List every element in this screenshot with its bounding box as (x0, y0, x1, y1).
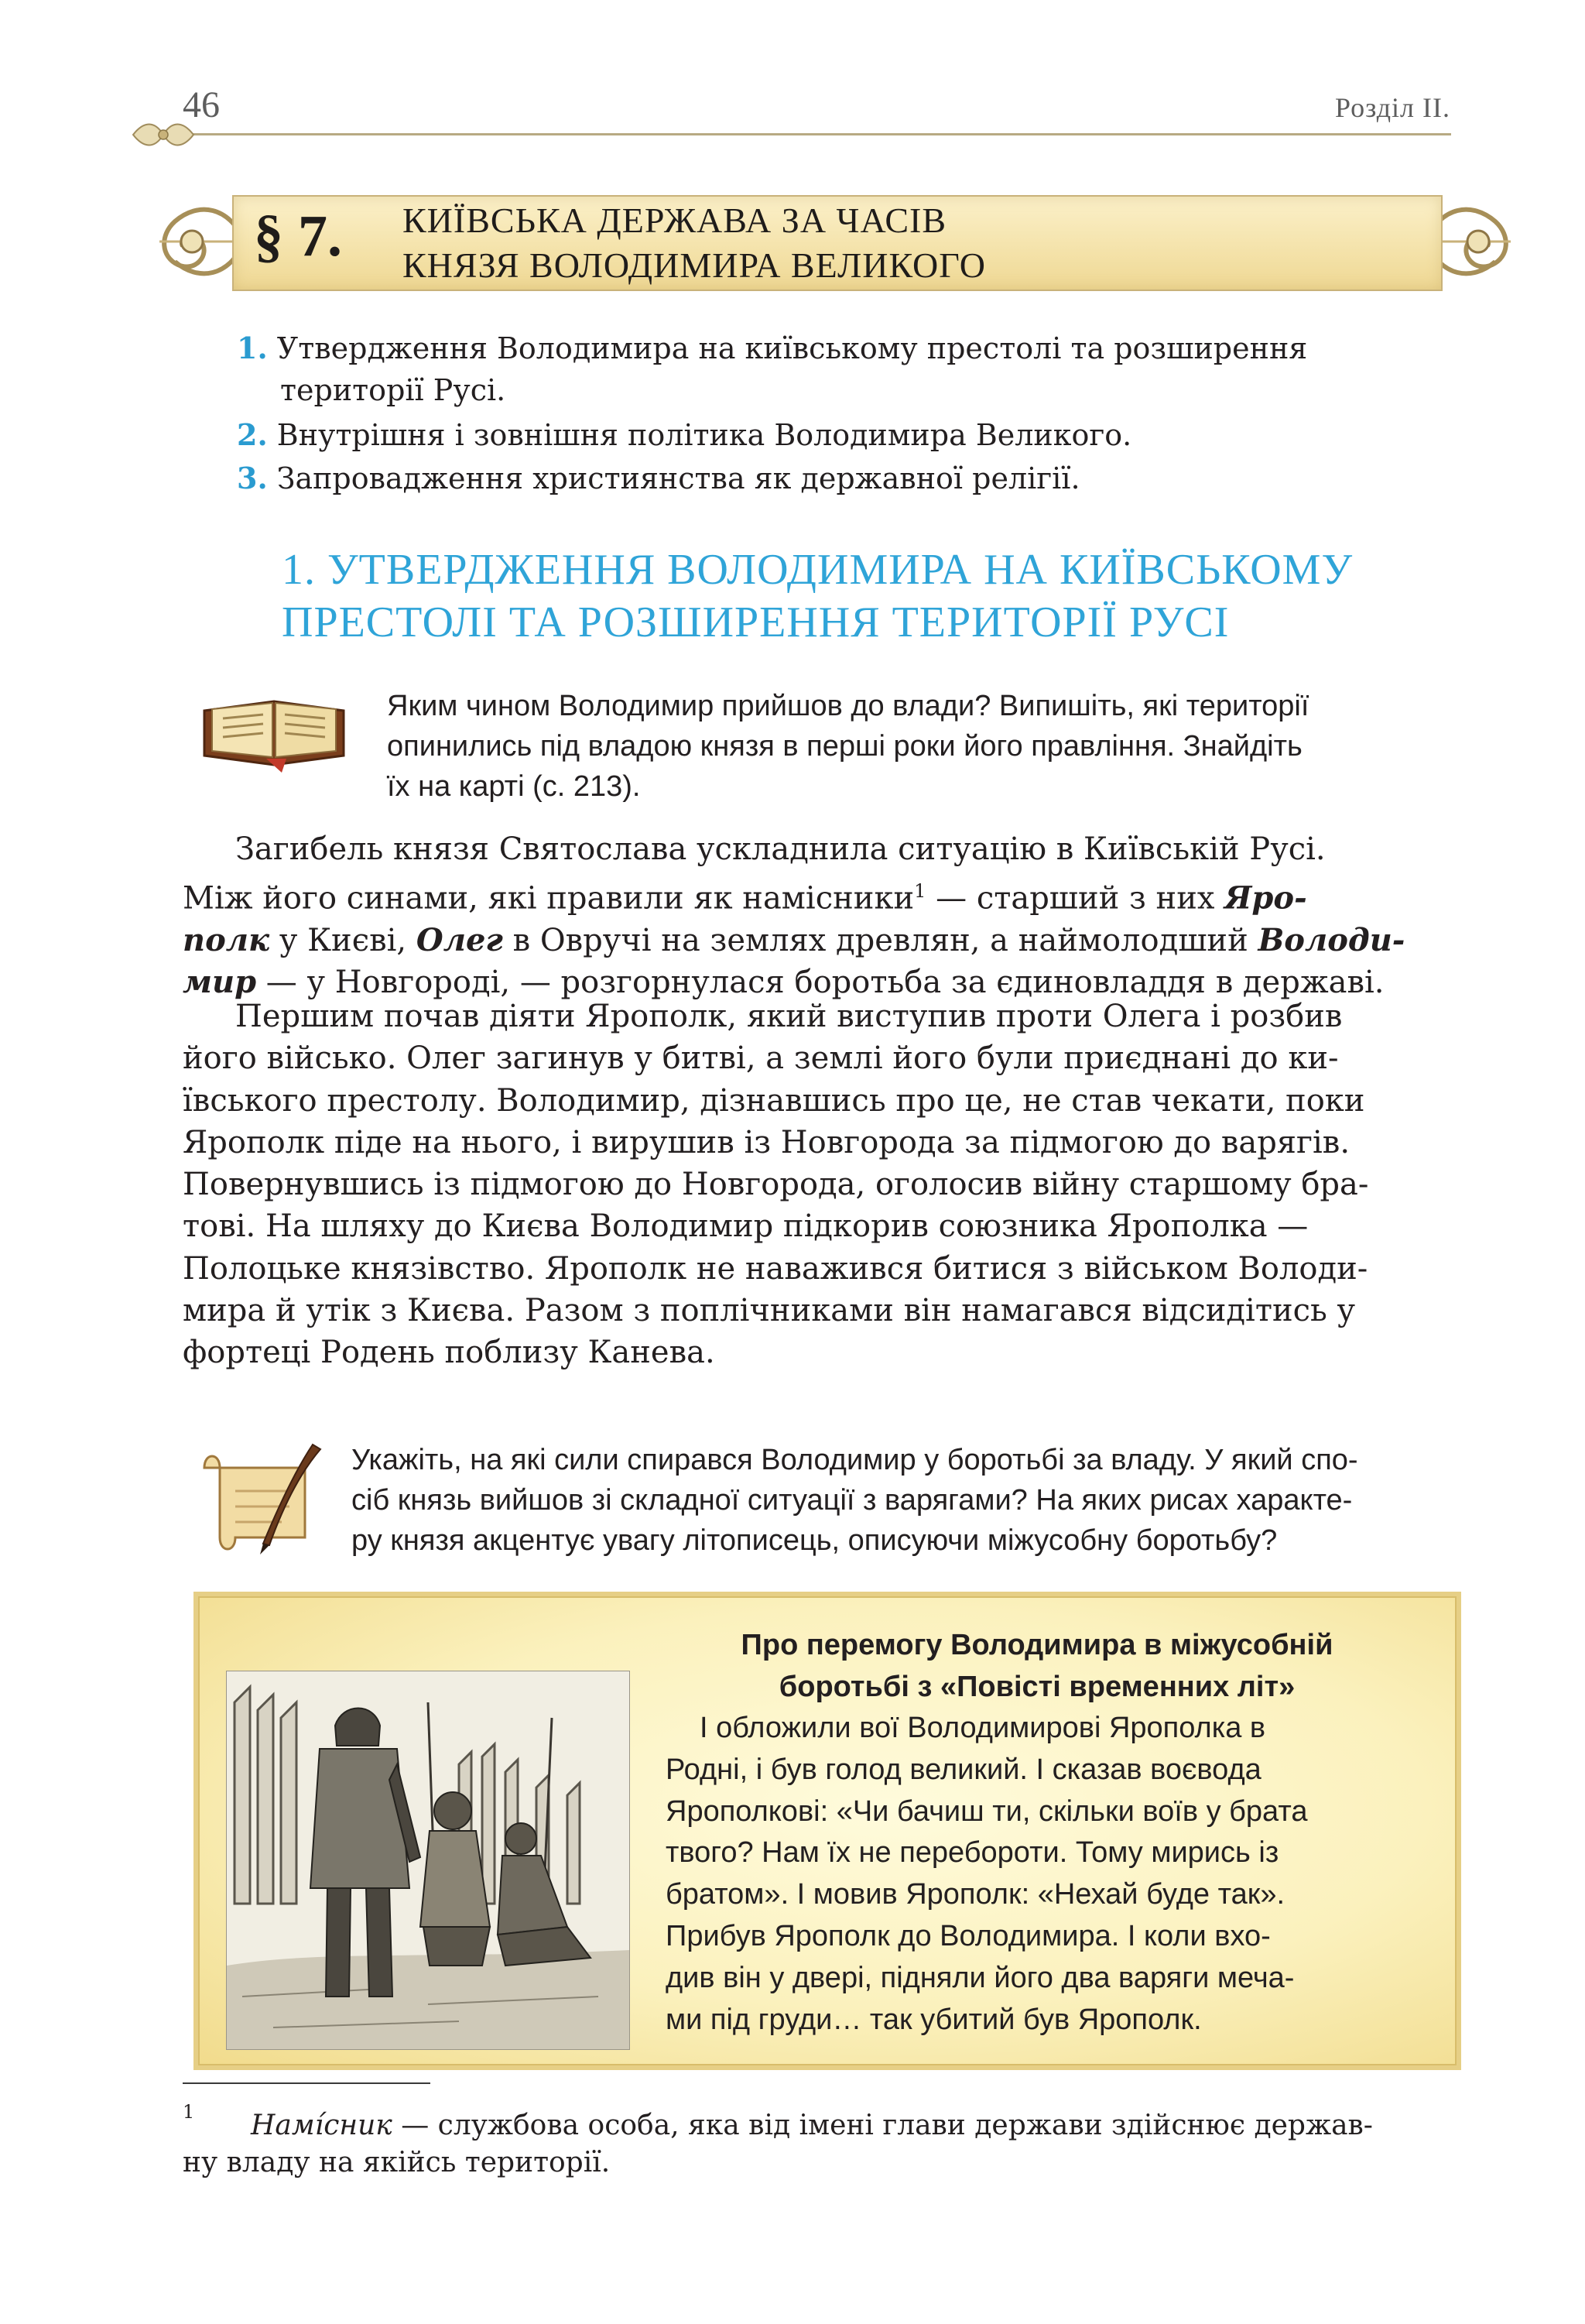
paragraph-line: полк у Києві, Олег в Овручі на землях древлян, а наймолодший Володи- (183, 921, 1405, 958)
paragraph-line: фортеці Родень поблизу Канева. (183, 1335, 715, 1371)
header-ornament-icon (128, 116, 198, 153)
task-2-line-1: Укажіть, на які сили спирався Володимир у боротьбі за владу. У який спо- (351, 1444, 1358, 1476)
footnote-number: 1 (183, 2101, 195, 2123)
footnote (183, 2107, 1453, 2182)
paragraph-number: § 7. (254, 204, 342, 269)
plan-text: Внутрішня і зовнішня політика Володимира Великого. (276, 418, 1132, 452)
chapter-title-line-2: КНЯЗЯ ВОЛОДИМИРА ВЕЛИКОГО (402, 245, 986, 285)
footnote-divider (183, 2082, 430, 2084)
task-2-line-3: ру князя акцентує увагу літописець, описуючи міжусобну боротьбу? (351, 1524, 1278, 1557)
source-quote (666, 1708, 1409, 2041)
quote-line: Ярополкові: «Чи бачиш ти, скільки воїв у брата (666, 1794, 1308, 1828)
quote-line: ми під груди… так убитий був Ярополк. (666, 2003, 1202, 2036)
subsection-heading (282, 543, 1353, 649)
plan-number: 3. (237, 461, 268, 495)
task-1-line-2: опинились під владою князя в перші роки його правління. Знайдіть (387, 730, 1303, 763)
footnote-term: Намі́сник (251, 2110, 392, 2141)
paragraph-line: його військо. Олег загинув у битві, а землі його були приєднані до ки- (183, 1040, 1339, 1077)
paragraph-line: мир — у Новгороді, — розгорнулася боротьба за єдиновладдя в державі. (183, 964, 1385, 1001)
quote-line: братом». І мовив Ярополк: «Нехай буде так». (666, 1878, 1285, 1911)
engraving-illustration (226, 1671, 630, 2050)
paragraph-line: Загибель князя Святослава ускладнила ситуацію в Київській Русі. (235, 831, 1326, 867)
footnote-line: ну владу на якійсь території. (183, 2147, 611, 2178)
task-2-text (351, 1440, 1358, 1561)
name-highlight: Яро- (1224, 879, 1307, 917)
quote-line: Прибув Ярополк до Володимира. І коли вхо- (666, 1919, 1271, 1952)
engraving-picture-icon (227, 1671, 629, 2049)
plan-item-3 (237, 458, 1080, 499)
open-book-icon (189, 687, 359, 774)
quote-line: І обложили вої Володимирові Ярополка в (700, 1712, 1266, 1744)
chapter-title (402, 198, 986, 288)
task-1-text (387, 686, 1309, 807)
plan-text: Утвердження Володимира на київському престолі та розширення (276, 331, 1308, 365)
paragraph-line: Ярополк піде на нього, і вирушив із Новгорода за підмогою до варягів. (183, 1124, 1351, 1160)
task-1-line-1: Яким чином Володимир прийшов до влади? Випишіть, які території (387, 690, 1309, 722)
paragraph-line: Між його синами, які правили як намісники$^1$ — старший з них Яро- (183, 879, 1307, 917)
plan-number: 1. (237, 331, 268, 365)
plan-item-1-continued: території Русі. (280, 373, 506, 407)
body-paragraph-1 (183, 828, 1453, 1004)
name-highlight: полк (183, 921, 270, 958)
header-divider (155, 133, 1451, 135)
paragraph-line: Першим почав діяти Ярополк, який виступив проти Олега і розбив (235, 999, 1343, 1034)
quote-line: див він у двері, підняли його два варяги меча- (666, 1961, 1295, 1994)
source-title-line-1: Про перемогу Володимира в міжусобній (741, 1629, 1333, 1661)
plan-text: Запровадження християнства як державної релігії. (276, 461, 1080, 495)
paragraph-line: мира й утік з Києва. Разом з поплічниками він намагався відсидітись у (183, 1293, 1356, 1329)
task-1-line-3: їх на карті (с. 213). (387, 770, 641, 803)
name-highlight: Володи- (1258, 921, 1405, 958)
plan-number: 2. (237, 417, 268, 452)
paragraph-line: Полоцьке князівство. Ярополк не наважився битися з військом Володи- (183, 1250, 1368, 1287)
page-number: 46 (183, 84, 220, 125)
footnote-line: Намі́сник — службова особа, яка від імені глави держави здійснює держав- (251, 2110, 1373, 2141)
chapter-title-line-1: КИЇВСЬКА ДЕРЖАВА ЗА ЧАСІВ (402, 201, 947, 240)
source-title-line-2: боротьбі з «Повісті временних літ» (779, 1671, 1296, 1703)
plan-item-2 (237, 415, 1131, 455)
section-label: Розділ ІІ. (1335, 92, 1450, 123)
plan-item-1 (237, 328, 1307, 368)
name-highlight: мир (183, 964, 257, 1001)
paragraph-line: Повернувшись із підмогою до Новгорода, оголосив війну старшому бра- (183, 1167, 1369, 1203)
source-title (666, 1624, 1409, 1708)
paragraph-line: тові. На шляху до Києва Володимир підкорив союзника Ярополка — (183, 1208, 1309, 1245)
subsection-heading-line-1: 1. УТВЕРДЖЕННЯ ВОЛОДИМИРА НА КИЇВСЬКОМУ (282, 546, 1354, 594)
footnote-ref[interactable]: 1 (914, 880, 926, 903)
quote-line: твого? Нам їх не перебороти. Тому мирись із (666, 1836, 1279, 1870)
quote-line: Родні, і був голод великий. І сказав воєвода (666, 1753, 1261, 1786)
subsection-heading-line-2: ПРЕСТОЛІ ТА РОЗШИРЕННЯ ТЕРИТОРІЇ РУСІ (282, 598, 1230, 646)
task-2-line-2: сіб князь вийшов зі складної ситуації з варягами? На яких рисах характе- (351, 1484, 1353, 1517)
paragraph-line: ївського престолу. Володимир, дізнавшись про це, не став чекати, поки (183, 1082, 1365, 1119)
name-highlight: Олег (416, 921, 503, 958)
body-paragraph-2 (183, 996, 1453, 1374)
scroll-quill-icon (189, 1437, 328, 1561)
